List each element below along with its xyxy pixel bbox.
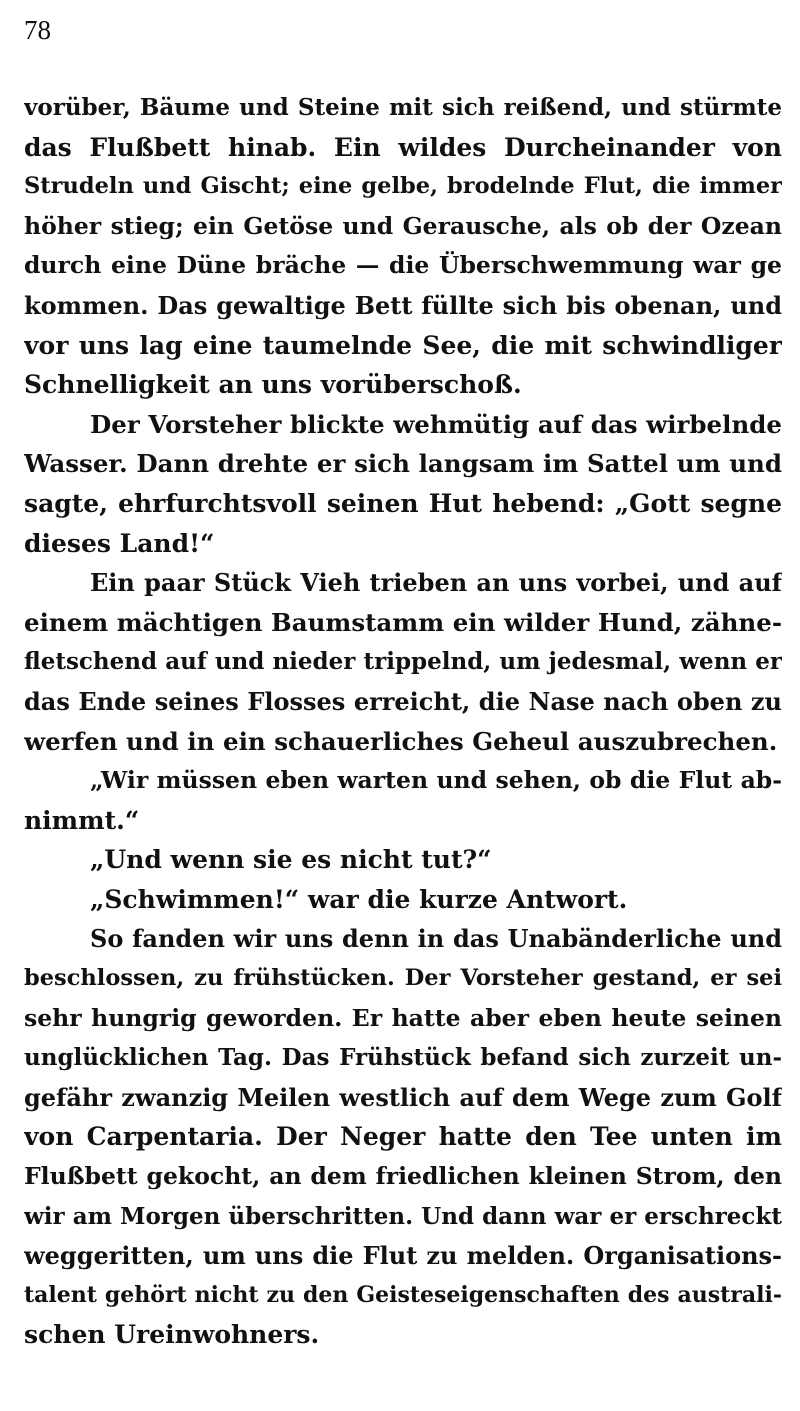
text-line: nimmt.“ xyxy=(24,805,140,835)
text-line: Flußbett gekocht, an dem friedlichen kleinen Strom, den xyxy=(24,1162,782,1191)
text-line: Strudeln und Gischt; eine gelbe, brodelnde Flut, die immer xyxy=(24,173,782,200)
text-line: höher stieg; ein Getöse und Gerausche, als ob der Ozean xyxy=(24,211,782,240)
text-line: sagte, ehrfurchtsvoll seinen Hut hebend: „Gott segne xyxy=(24,488,782,518)
text-line: talent gehört nicht zu den Geisteseigenschaften des australi- xyxy=(24,1281,782,1308)
text-line: werfen und in ein schauerliches Geheul auszubrechen. xyxy=(24,726,778,756)
text-line: beschlossen, zu frühstücken. Der Vorsteher gestand, er sei xyxy=(24,965,782,992)
text-line: gefähr zwanzig Meilen westlich auf dem Wege zum Golf xyxy=(24,1082,782,1112)
text-line: von Carpentaria. Der Neger hatte den Tee unten im xyxy=(24,1122,782,1152)
text-line: fletschend auf und nieder trippelnd, um jedesmal, wenn er xyxy=(24,648,782,676)
page-number: 78 xyxy=(24,15,51,45)
text-line: „Und wenn sie es nicht tut?“ xyxy=(90,845,492,875)
text-line: unglücklichen Tag. Das Frühstück befand sich zurzeit un- xyxy=(24,1044,782,1072)
text-line: das Flußbett hinab. Ein wildes Durcheinander von xyxy=(24,132,782,162)
text-line: kommen. Das gewaltige Bett füllte sich bis obenan, und xyxy=(24,290,782,320)
text-line: „Schwimmen!“ war die kurze Antwort. xyxy=(90,884,628,914)
body-text xyxy=(24,88,782,1355)
text-line: einem mächtigen Baumstamm ein wilder Hund, zähne- xyxy=(24,607,782,637)
text-line: So fanden wir uns denn in das Unabänderliche und xyxy=(90,924,782,954)
text-line: wir am Morgen überschritten. Und dann war er erschreckt xyxy=(24,1202,782,1230)
text-line: Schnelligkeit an uns vorüberschoß. xyxy=(24,370,522,400)
text-line: Ein paar Stück Vieh trieben an uns vorbei, und auf xyxy=(90,568,782,598)
text-line: das Ende seines Flosses erreicht, die Nase nach oben zu xyxy=(24,686,782,716)
text-line: durch eine Düne bräche — die Überschwemmung war ge xyxy=(24,251,782,280)
text-line: vor uns lag eine taumelnde See, die mit schwindliger xyxy=(24,330,782,360)
text-line: „Wir müssen eben warten und sehen, ob die Flut ab- xyxy=(90,766,782,795)
text-line: sehr hungrig geworden. Er hatte aber eben heute seinen xyxy=(24,1003,782,1032)
text-line: weggeritten, um uns die Flut zu melden. Organisations- xyxy=(24,1241,782,1271)
text-line: schen Ureinwohners. xyxy=(24,1320,320,1350)
text-line: Der Vorsteher blickte wehmütig auf das wirbelnde xyxy=(90,409,782,439)
text-line: dieses Land!“ xyxy=(24,528,215,558)
text-line: Wasser. Dann drehte er sich langsam im Sattel um und xyxy=(24,449,782,479)
text-line: vorüber, Bäume und Steine mit sich reißend, und stürmte xyxy=(24,94,782,121)
